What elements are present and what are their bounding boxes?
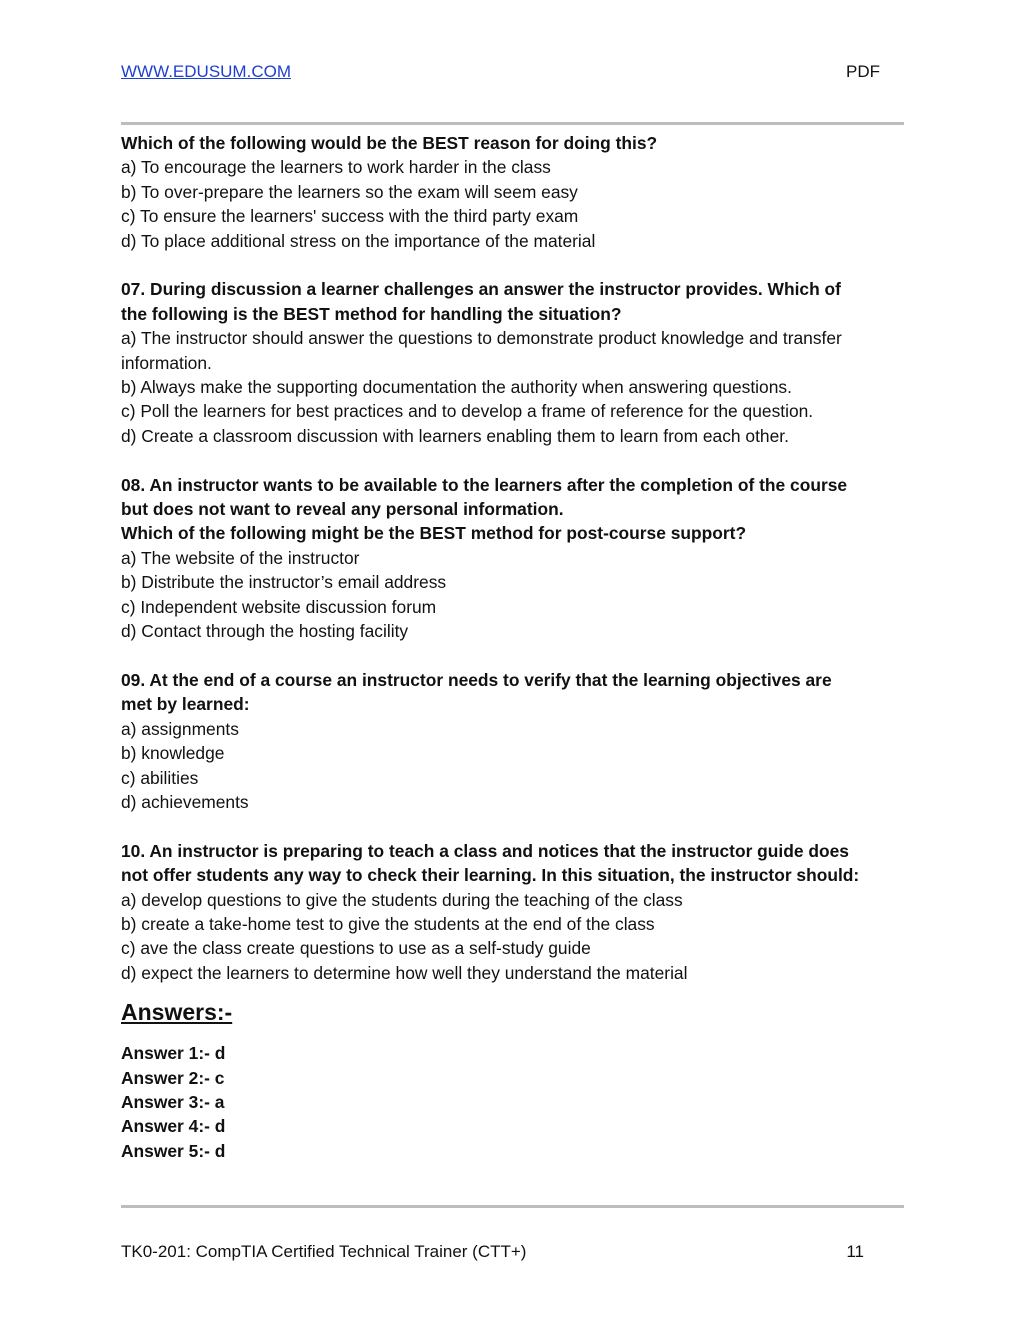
question-stem: 10. An instructor is preparing to teach a class and notices that the instructor guide does — [121, 840, 849, 861]
question-stem: Which of the following might be the BEST method for post-course support? — [121, 523, 747, 544]
question-block — [121, 277, 911, 448]
question-block — [121, 668, 911, 814]
question-stem: not offer students any way to check their learning. In this situation, the instructor should: — [121, 865, 860, 886]
answer-item: Answer 4:- d — [121, 1116, 226, 1137]
question-stem: but does not want to reveal any personal information. — [121, 499, 564, 520]
question-block — [121, 131, 911, 253]
question-stem: 07. During discussion a learner challenges an answer the instructor provides. Which of — [121, 279, 841, 300]
answer-option: a) The instructor should answer the questions to demonstrate product knowledge and transfer — [121, 328, 842, 349]
question-block — [121, 473, 911, 644]
question-block — [121, 839, 911, 985]
page-footer — [121, 1240, 864, 1264]
answer-option: c) abilities — [121, 767, 199, 788]
footer-title: TK0-201: CompTIA Certified Technical Trainer (CTT+) — [121, 1242, 527, 1261]
answer-option: a) To encourage the learners to work harder in the class — [121, 157, 551, 178]
answer-option: information. — [121, 352, 212, 373]
footer-divider — [121, 1205, 904, 1208]
answer-option: d) Contact through the hosting facility — [121, 621, 409, 642]
answer-option: c) To ensure the learners' success with the third party exam — [121, 206, 579, 227]
answer-option: c) ave the class create questions to use as a self-study guide — [121, 938, 591, 959]
question-stem: met by learned: — [121, 694, 250, 715]
answer-option: d) Create a classroom discussion with learners enabling them to learn from each other. — [121, 425, 789, 446]
answer-item: Answer 2:- c — [121, 1067, 225, 1088]
format-label: PDF — [846, 62, 880, 81]
question-stem: 09. At the end of a course an instructor needs to verify that the learning objectives are — [121, 669, 832, 690]
page-number: 11 — [846, 1242, 864, 1261]
answer-option: b) knowledge — [121, 743, 225, 764]
header-divider — [121, 122, 904, 125]
answer-option: b) Distribute the instructor’s email address — [121, 572, 447, 593]
question-stem: Which of the following would be the BEST reason for doing this? — [121, 133, 658, 153]
question-stem: the following is the BEST method for handling the situation? — [121, 303, 622, 324]
question-stem: 08. An instructor wants to be available to the learners after the completion of the course — [121, 474, 848, 495]
answer-option: c) Independent website discussion forum — [121, 596, 437, 617]
answer-item: Answer 3:- a — [121, 1091, 225, 1112]
answer-option: d) achievements — [121, 791, 249, 812]
page-header — [121, 60, 880, 84]
answer-option: b) Always make the supporting documentation the authority when answering questions. — [121, 377, 792, 398]
site-link[interactable]: WWW.EDUSUM.COM — [121, 62, 291, 81]
answers-list — [121, 1041, 911, 1163]
answer-option: b) To over-prepare the learners so the exam will seem easy — [121, 181, 578, 202]
answer-item: Answer 1:- d — [121, 1043, 226, 1064]
answer-option: a) assignments — [121, 718, 239, 739]
answer-option: a) develop questions to give the students during the teaching of the class — [121, 889, 683, 910]
answer-item: Answer 5:- d — [121, 1140, 226, 1161]
answer-option: a) The website of the instructor — [121, 547, 360, 568]
answers-heading: Answers:- — [121, 999, 233, 1026]
page-content — [121, 131, 911, 1163]
answer-option: d) expect the learners to determine how well they understand the material — [121, 962, 688, 983]
answer-option: b) create a take-home test to give the students at the end of the class — [121, 913, 655, 934]
answer-option: c) Poll the learners for best practices and to develop a frame of reference for the question. — [121, 401, 814, 422]
answer-option: d) To place additional stress on the importance of the material — [121, 230, 596, 251]
